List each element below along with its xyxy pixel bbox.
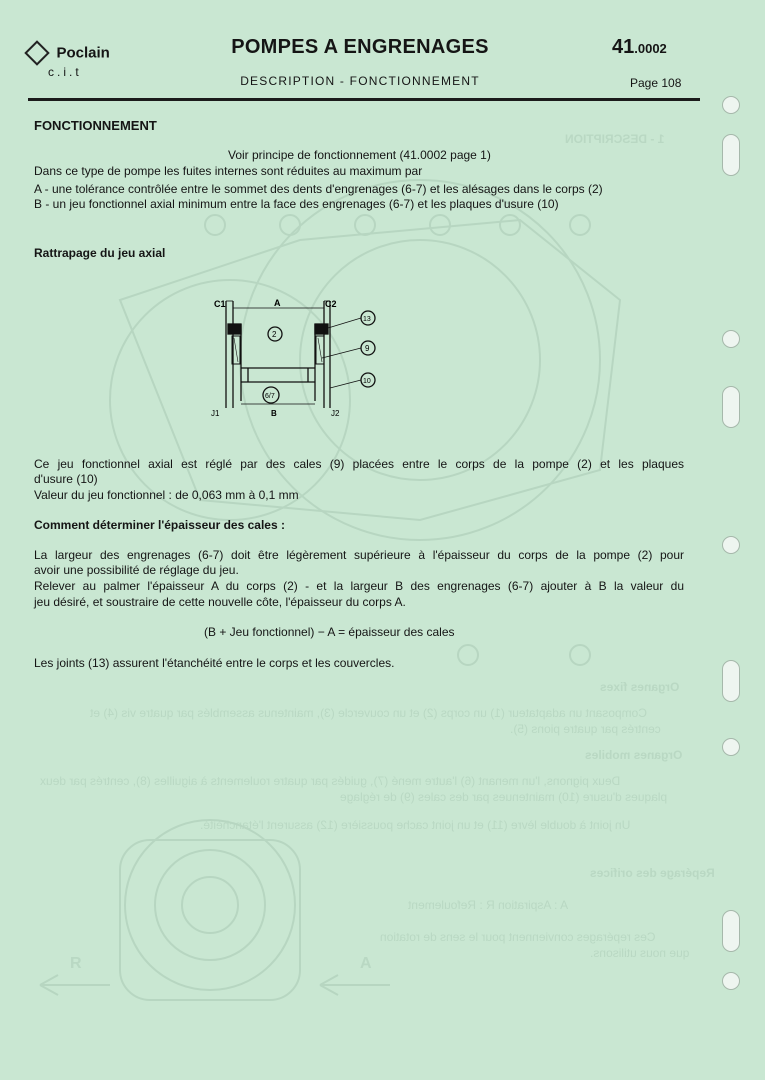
intro-line: Dans ce type de pompe les fuites internes sont réduites au maximum par — [34, 164, 423, 178]
ghost-text: que nous utilisons. — [590, 946, 690, 960]
label-c2: C2 — [325, 299, 337, 309]
subsection-title: Rattrapage du jeu axial — [34, 246, 166, 260]
punch-hole — [722, 660, 740, 702]
page-subtitle: DESCRIPTION - FONCTIONNEMENT — [240, 74, 480, 88]
ghost-text: centrés par quatre pions (5). — [510, 722, 661, 736]
punch-hole — [722, 738, 740, 756]
list-item-a: A - une tolérance contrôlée entre le sommet des dents d'engrenages (6-7) et les alésages dans le corps (2) — [34, 182, 603, 196]
callout-9: 9 — [365, 344, 370, 353]
ghost-text: Ces repérages conviennent pour le sens de rotation — [380, 930, 656, 944]
paragraph-line: La largeur des engrenages (6-7) doit être légèrement supérieure à l'épaisseur du corps de la pompe (2) pour — [34, 548, 684, 562]
callout-2: 2 — [272, 330, 277, 339]
document-code-sub: .0002 — [634, 41, 667, 56]
label-c1: C1 — [214, 299, 226, 309]
callout-13: 13 — [363, 316, 371, 323]
ghost-text: Un joint à double lèvre (11) et un joint cache poussière (12) assurent l'étanchéité. — [200, 818, 631, 832]
axial-play-diagram — [208, 296, 378, 426]
joints-line: Les joints (13) assurent l'étanchéité entre le corps et les couvercles. — [34, 656, 395, 670]
label-b: B — [271, 409, 277, 418]
label-j2: J2 — [331, 409, 340, 418]
punch-hole — [722, 96, 740, 114]
punch-hole — [722, 386, 740, 428]
brand-name: Poclain — [56, 44, 110, 62]
callout-10: 10 — [363, 378, 371, 385]
ghost-text: Deux pignons, l'un menant (6) l'autre mené (7), guidés par quatre roulements à aiguilles (8), centrés par deux — [40, 774, 621, 788]
paragraph-line: Relever au palmer l'épaisseur A du corps (2) - et la largeur B des engrenages (6-7) ajouter à B la valeur du — [34, 579, 684, 593]
brand-subtitle: c.i.t — [48, 65, 82, 80]
document-code-main: 41 — [612, 36, 635, 58]
paragraph-line: Ce jeu fonctionnel axial est réglé par des cales (9) placées entre le corps de la pompe (2) et les plaques — [34, 457, 684, 471]
ghost-text: A : Aspiration R : Refoulement — [408, 898, 569, 912]
page-number: Page 108 — [630, 76, 682, 90]
punch-hole — [722, 536, 740, 554]
ghost-text: Composant un adaptateur (1) un corps (2) et un couvercle (3), maintenus assemblés par quatre vis (4) et — [90, 706, 647, 720]
label-a: A — [274, 298, 281, 308]
punch-hole — [722, 134, 740, 176]
header-rule — [28, 98, 700, 101]
brand-logo — [28, 44, 138, 79]
list-item-b: B - un jeu fonctionnel axial minimum entre la face des engrenages (6-7) et les plaques d'usure (10) — [34, 197, 559, 211]
formula: (B + Jeu fonctionnel) − A = épaisseur des cales — [204, 625, 455, 639]
ghost-text: A — [360, 955, 372, 972]
paragraph-line: d'usure (10) — [34, 472, 98, 486]
ghost-text: Organes fixes — [600, 680, 680, 694]
value-line: Valeur du jeu fonctionnel : de 0,063 mm à 0,1 mm — [34, 488, 299, 502]
paragraph-line: avoir une possibilité de réglage du jeu. — [34, 563, 239, 577]
question-heading: Comment déterminer l'épaisseur des cales : — [34, 518, 285, 532]
paragraph-line: jeu désiré, et soustraire de cette nouvelle côte, l'épaisseur du corps A. — [34, 595, 406, 609]
ghost-text: 1 - DESCRIPTION — [565, 132, 665, 146]
document-code — [612, 36, 667, 59]
ghost-text: plaques d'usure (10) maintenues par des cales (9) de réglage — [340, 790, 668, 804]
punch-hole — [722, 330, 740, 348]
diamond-logo-icon — [24, 40, 49, 65]
punch-hole — [722, 910, 740, 952]
section-title: FONCTIONNEMENT — [34, 118, 157, 133]
ghost-text: R — [70, 955, 82, 972]
punch-hole — [722, 972, 740, 990]
ghost-text: Organes mobiles — [585, 748, 683, 762]
ghost-text: Repérage des orifices — [590, 866, 715, 880]
page-title: POMPES A ENGRENAGES — [231, 36, 489, 58]
callout-6-7: 6/7 — [265, 393, 275, 400]
reference-line: Voir principe de fonctionnement (41.0002 page 1) — [228, 148, 491, 162]
label-j1: J1 — [211, 409, 220, 418]
